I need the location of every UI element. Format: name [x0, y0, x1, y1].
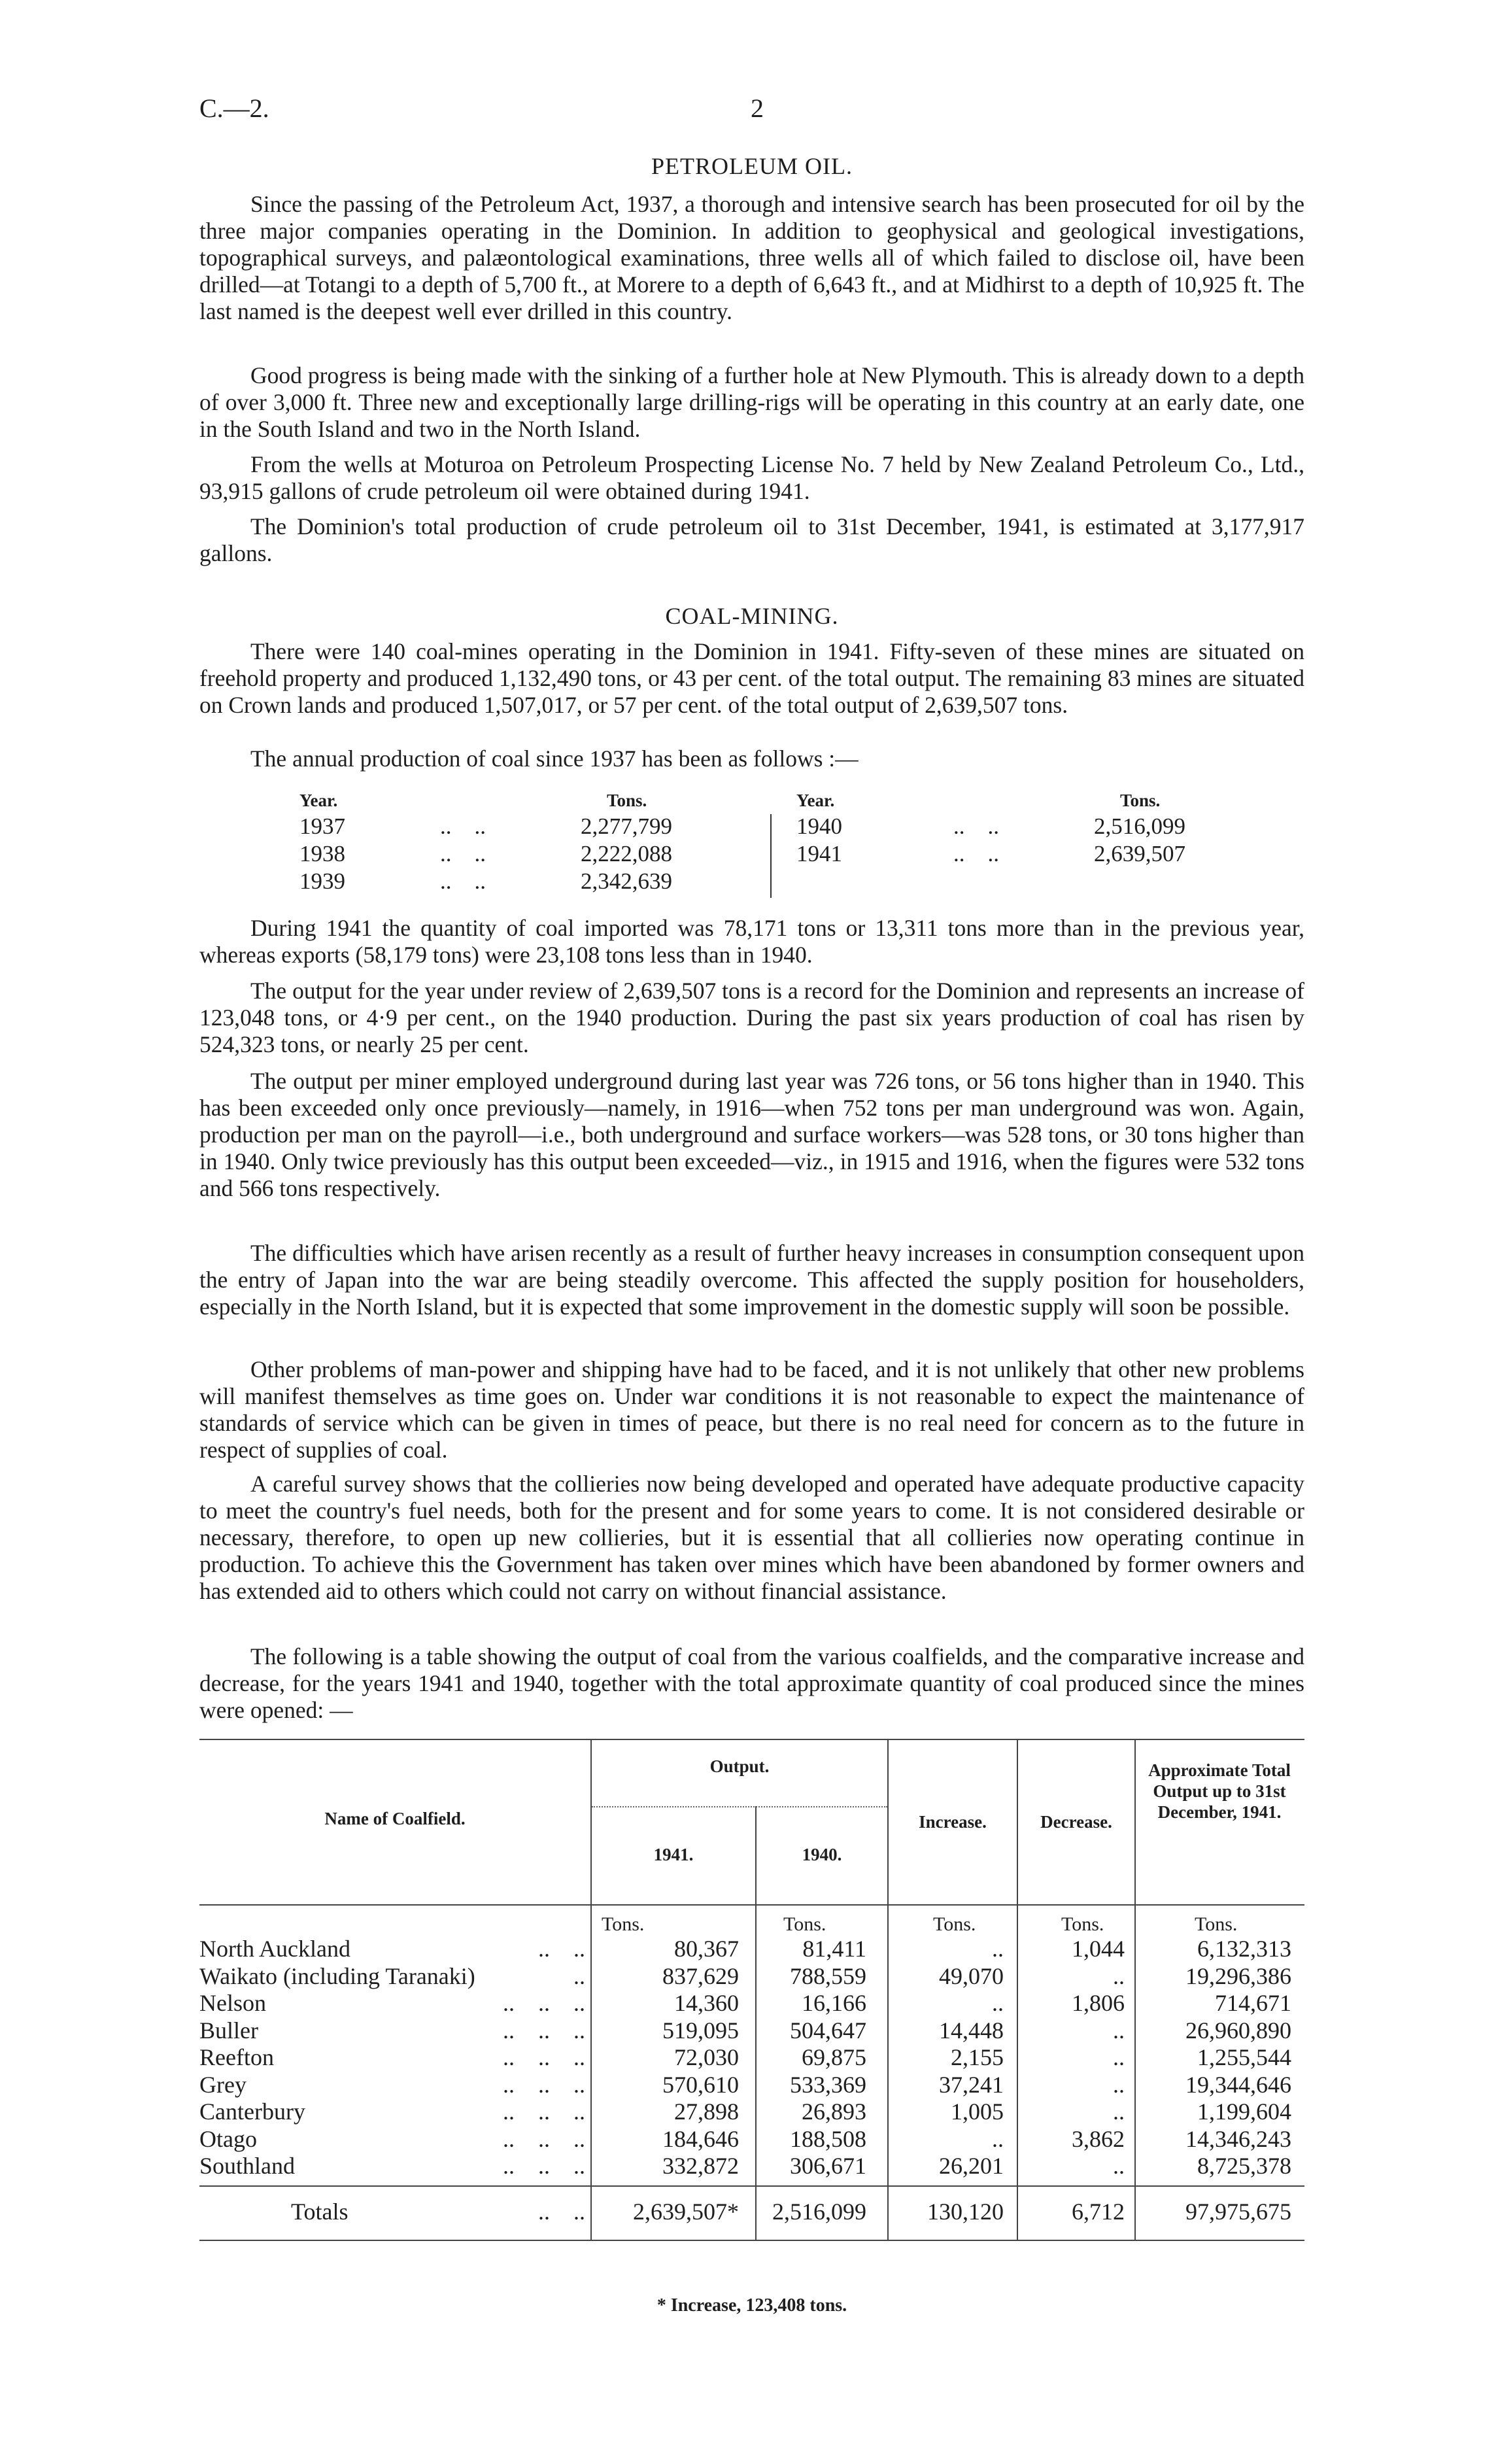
totals-dec: 6,712 [1072, 2199, 1125, 2225]
leader-dots: .. .. .. [503, 1990, 585, 2016]
cell-inc: .. [992, 1990, 1004, 2016]
coalfield-name: North Auckland [199, 1936, 350, 1962]
header-1941: 1941. [653, 1845, 694, 1864]
unit-1940: Tons. [783, 1913, 826, 1935]
annual-year: 1939 [299, 868, 345, 894]
annual-tons: 2,342,639 [581, 868, 672, 894]
leader-dots: .. .. .. [503, 2044, 585, 2070]
coal-annual-intro: The annual production of coal since 1937 has been as follows :— [250, 745, 859, 772]
cell-y1940: 26,893 [802, 2098, 866, 2125]
annual-year: 1941 [796, 841, 842, 866]
cell-y1940: 188,508 [790, 2125, 866, 2152]
cell-y1941: 332,872 [662, 2153, 739, 2179]
cell-total: 6,132,313 [1197, 1936, 1291, 1962]
coalfield-name: Otago [199, 2125, 257, 2152]
coal-paragraph-difficulties: The difficulties which have arisen recently as a result of further heavy increases in consumption consequent upon the entry of Japan into the war are being steadily overcome. This affected the supply position for householders, especially in the North Island, but it is expected that some improvement in the domestic supply will soon be possible. [199, 1240, 1304, 1320]
leader-dots: .. .. [440, 813, 486, 839]
coalfield-name: Southland [199, 2153, 296, 2179]
cell-dec: .. [1113, 2017, 1125, 2044]
cell-y1940: 16,166 [802, 1990, 866, 2016]
cell-inc: 49,070 [939, 1962, 1004, 1989]
document-reference: C.—2. [199, 94, 269, 123]
annual-year: 1938 [299, 841, 345, 866]
cell-dec: .. [1113, 2098, 1125, 2125]
leader-dots: .. [573, 1962, 585, 1989]
table-bottom-rule [199, 2240, 1304, 2241]
page-number: 2 [751, 94, 764, 123]
annual-tons: 2,639,507 [1094, 841, 1185, 866]
coal-paragraph-imports: During 1941 the quantity of coal imported was 78,171 tons or 13,311 tons more than in the previous year, whereas exports (58,179 tons) were 23,108 tons less than in 1940. [199, 915, 1304, 968]
annual-tons: 2,222,088 [581, 841, 672, 866]
coal-paragraph-table-intro: The following is a table showing the output of coal from the various coalfields, and the comparative increase and decrease, for the years 1941 and 1940, together with the total approximate quantity of coal produced since the mines were opened: — [199, 1643, 1304, 1723]
leader-dots: .. .. [538, 1936, 585, 1962]
cell-total: 1,255,544 [1197, 2044, 1291, 2070]
cell-y1941: 27,898 [674, 2098, 739, 2125]
coal-intro-paragraph: There were 140 coal-mines operating in the Dominion in 1941. Fifty-seven of these mines are situated on freehold property and produced 1,132,490 tons, or 43 per cent. of the total output. The remaining 83 mines are situated on Crown lands and produced 1,507,017, or 57 per cent. of the total output of 2,639,507 tons. [199, 638, 1304, 718]
petroleum-paragraph-4: The Dominion's total production of crude petroleum oil to 31st December, 1941, is estimated at 3,177,917 gallons. [199, 513, 1304, 566]
cell-y1940: 788,559 [790, 1962, 866, 1989]
cell-inc: .. [992, 2125, 1004, 2152]
cell-y1940: 306,671 [790, 2153, 866, 2179]
unit-total: Tons. [1195, 1913, 1238, 1935]
totals-label: Totals [291, 2199, 349, 2225]
petroleum-paragraph-1: Since the passing of the Petroleum Act, 1937, a thorough and intensive search has been prosecuted for oil by the three major companies operating in the Dominion. In addition to geophysical and geological investigations, topographical surveys, and palæontological examinations, three wells all of which failed to disclose oil, have been drilled—at Totangi to a depth of 5,700 ft., at Morere to a depth of 6,643 ft., and at Midhirst to a depth of 10,925 ft. The last named is the deepest well ever drilled in this country. [199, 191, 1304, 324]
cell-total: 26,960,890 [1185, 2017, 1291, 2044]
column-rule [1134, 1739, 1136, 2240]
cell-dec: .. [1113, 2153, 1125, 2179]
tons-header-right: Tons. [1120, 791, 1161, 810]
cell-total: 14,346,243 [1185, 2125, 1291, 2152]
coalfield-name: Reefton [199, 2044, 274, 2070]
cell-dec: 1,044 [1072, 1936, 1125, 1962]
table-divider [770, 814, 772, 898]
cell-y1940: 69,875 [802, 2044, 866, 2070]
cell-inc: 37,241 [939, 2071, 1004, 2098]
cell-y1940: 504,647 [790, 2017, 866, 2044]
cell-total: 19,296,386 [1185, 1962, 1291, 1989]
column-rule [590, 1739, 592, 2240]
header-increase: Increase. [919, 1812, 987, 1832]
cell-total: 714,671 [1215, 1990, 1291, 2016]
totals-y1940: 2,516,099 [772, 2199, 866, 2225]
cell-dec: .. [1113, 2044, 1125, 2070]
annual-tons: 2,516,099 [1094, 813, 1185, 839]
totals-inc: 130,120 [927, 2199, 1004, 2225]
table-header-rule [199, 1904, 1304, 1906]
leader-dots: .. .. .. [503, 2017, 585, 2044]
petroleum-paragraph-2: Good progress is being made with the sinking of a further hole at New Plymouth. This is already down to a depth of over 3,000 ft. Three new and exceptionally large drilling-rigs will be operating in this country at an early date, one in the South Island and two in the North Island. [199, 362, 1304, 442]
cell-y1940: 533,369 [790, 2071, 866, 2098]
cell-y1941: 519,095 [662, 2017, 739, 2044]
petroleum-heading: PETROLEUM OIL. [651, 153, 853, 179]
petroleum-paragraph-3: From the wells at Moturoa on Petroleum Prospecting License No. 7 held by New Zealand Petroleum Co., Ltd., 93,915 gallons of crude petroleum oil were obtained during 1941. [199, 451, 1304, 504]
leader-dots: .. .. [440, 868, 486, 894]
cell-y1941: 837,629 [662, 1962, 739, 1989]
unit-increase: Tons. [933, 1913, 976, 1935]
annual-tons: 2,277,799 [581, 813, 672, 839]
cell-inc: 1,005 [951, 2098, 1004, 2125]
column-rule [755, 1806, 757, 2240]
coalfield-name: Nelson [199, 1990, 266, 2016]
cell-y1941: 72,030 [674, 2044, 739, 2070]
unit-decrease: Tons. [1061, 1913, 1104, 1935]
coalfield-name: Grey [199, 2071, 247, 2098]
coal-heading: COAL-MINING. [665, 603, 839, 629]
coalfield-name: Waikato (including Taranaki) [199, 1962, 475, 1989]
header-decrease: Decrease. [1040, 1812, 1112, 1832]
table-top-rule [199, 1739, 1304, 1740]
cell-total: 8,725,378 [1197, 2153, 1291, 2179]
header-approx-total: Approximate Total Output up to 31st December, 1941. [1148, 1760, 1291, 1822]
annual-year: 1940 [796, 813, 842, 839]
annual-year: 1937 [299, 813, 345, 839]
year-header-left: Year. [299, 791, 338, 810]
cell-y1941: 14,360 [674, 1990, 739, 2016]
coalfield-name: Canterbury [199, 2098, 305, 2125]
cell-inc: 14,448 [939, 2017, 1004, 2044]
leader-dots: .. .. [953, 841, 999, 866]
cell-inc: 26,201 [939, 2153, 1004, 2179]
coal-paragraph-problems: Other problems of man-power and shipping have had to be faced, and it is not unlikely that other new problems will manifest themselves as time goes on. Under war conditions it is not reasonable to expect the maintenance of standards of service which can be given in times of peace, but there is no real need for concern as to the future in respect of supplies of coal. [199, 1356, 1304, 1463]
coal-paragraph-per-miner: The output per miner employed underground during last year was 726 tons, or 56 tons higher than in 1940. This has been exceeded only once previously—namely, in 1916—when 752 tons per man underground was won. Again, production per man on the payroll—i.e., both underground and surface workers—was 528 tons, or 30 tons higher than in 1940. Only twice previously has this output been exceeded—viz., in 1915 and 1916, when the figures were 532 tons and 566 tons respectively. [199, 1068, 1304, 1201]
cell-inc: 2,155 [951, 2044, 1004, 2070]
totals-y1941: 2,639,507* [633, 2199, 739, 2225]
leader-dots: .. .. [440, 841, 486, 866]
leader-dots: .. .. [953, 813, 999, 839]
cell-y1941: 570,610 [662, 2071, 739, 2098]
leader-dots: .. .. .. [503, 2098, 585, 2125]
cell-y1940: 81,411 [802, 1936, 866, 1962]
cell-dec: 3,862 [1072, 2125, 1125, 2152]
cell-y1941: 184,646 [662, 2125, 739, 2152]
cell-total: 19,344,646 [1185, 2071, 1291, 2098]
table-footnote: * Increase, 123,408 tons. [656, 2295, 847, 2316]
cell-dec: .. [1113, 1962, 1125, 1989]
leader-dots: .. .. .. [503, 2125, 585, 2152]
output-sub-rule [592, 1806, 887, 1807]
totals-total: 97,975,675 [1185, 2199, 1291, 2225]
coal-paragraph-survey: A careful survey shows that the collieries now being developed and operated have adequate productive capacity to meet the country's fuel needs, both for the present and for some years to come. It is not considered desirable or necessary, therefore, to open up new collieries, but it is essential that all collieries now operating continue in production. To achieve this the Government has taken over mines which have been abandoned by former owners and has extended aid to others which could not carry on without financial assistance. [199, 1471, 1304, 1604]
unit-1941: Tons. [602, 1913, 645, 1935]
header-output: Output. [709, 1756, 770, 1776]
leader-dots: .. .. .. [503, 2153, 585, 2179]
header-coalfield: Name of Coalfield. [324, 1809, 466, 1828]
coal-paragraph-output: The output for the year under review of 2,639,507 tons is a record for the Dominion and represents an increase of 123,048 tons, or 4·9 per cent., on the 1940 production. During the past six years production of coal has risen by 524,323 tons, or nearly 25 per cent. [199, 978, 1304, 1057]
year-header-right: Year. [796, 791, 835, 810]
cell-y1941: 80,367 [674, 1936, 739, 1962]
tons-header-left: Tons. [607, 791, 647, 810]
cell-dec: .. [1113, 2071, 1125, 2098]
leader-dots: .. .. [538, 2199, 585, 2225]
leader-dots: .. .. .. [503, 2071, 585, 2098]
table-totals-rule [199, 2185, 1304, 2187]
cell-dec: 1,806 [1072, 1990, 1125, 2016]
cell-total: 1,199,604 [1197, 2098, 1291, 2125]
coalfield-name: Buller [199, 2017, 258, 2044]
header-1940: 1940. [802, 1845, 842, 1864]
cell-inc: .. [992, 1936, 1004, 1962]
